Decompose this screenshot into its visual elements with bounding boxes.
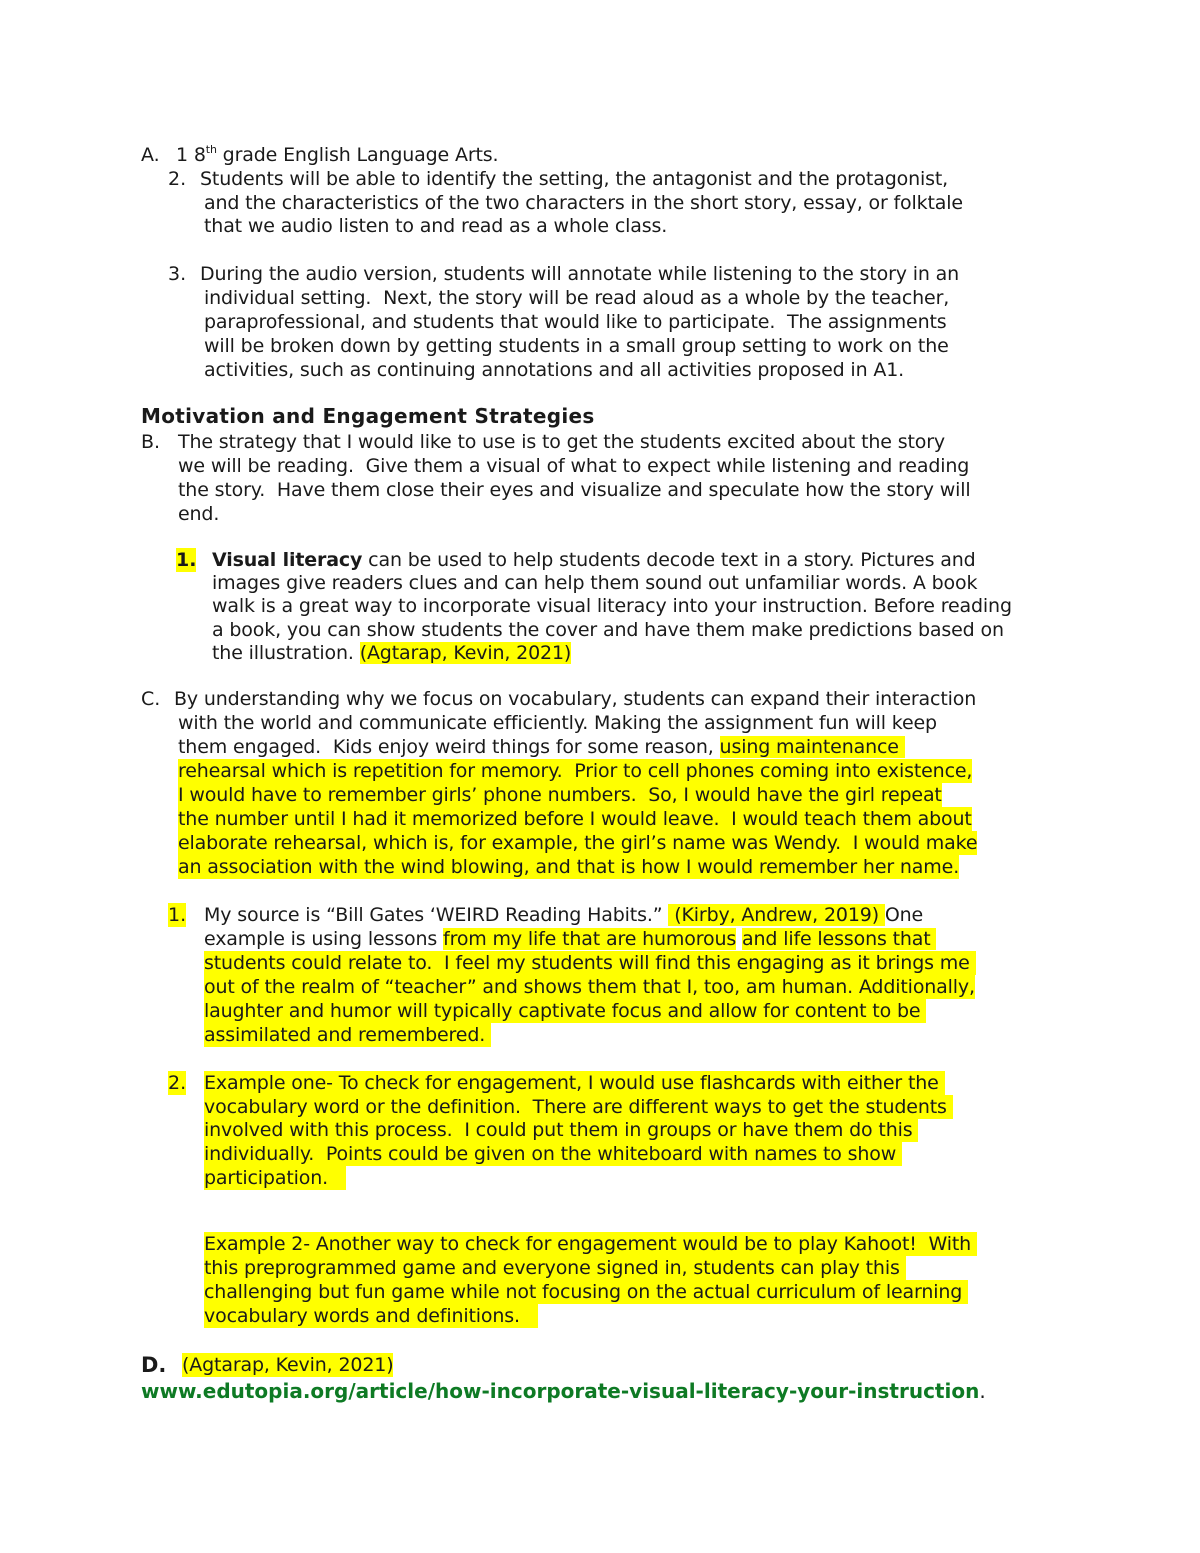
section-b-item-1-marker: 1. bbox=[176, 549, 197, 571]
section-c-item-1-line: students could relate to. I feel my students will find this engaging as it brings me bbox=[204, 952, 976, 974]
section-b-marker: B. bbox=[141, 431, 161, 453]
section-c-item-1-line: assimilated and remembered. bbox=[204, 1024, 492, 1046]
section-b-line: end. bbox=[178, 503, 220, 525]
section-a-marker: A. bbox=[141, 144, 160, 166]
citation-kirby: (Kirby, Andrew, 2019) bbox=[668, 904, 885, 926]
section-a-item-1: 1 8th grade English Language Arts. bbox=[176, 142, 499, 166]
section-c-highlighted-line: rehearsal which is repetition for memory. Prior to cell phones coming into existence, bbox=[178, 760, 973, 782]
section-a-item-3-marker: 3. bbox=[168, 263, 187, 285]
section-a-item-2-line: Students will be able to identify the setting, the antagonist and the protagonist, bbox=[200, 168, 949, 190]
section-c-line: them engaged. Kids enjoy weird things for some reason, using maintenance bbox=[178, 736, 905, 758]
section-b-line: we will be reading. Give them a visual of what to expect while listening and reading bbox=[178, 455, 970, 477]
citation-agtarap-references: (Agtarap, Kevin, 2021) bbox=[182, 1354, 394, 1376]
example-2-line: Example 2- Another way to check for engagement would be to play Kahoot! With bbox=[204, 1233, 977, 1255]
section-a-item-3-line: will be broken down by getting students in a small group setting to work on the bbox=[204, 335, 949, 357]
section-c-item-2-line: Example one- To check for engagement, I would use flashcards with either the bbox=[204, 1072, 945, 1094]
section-b-item-1-line: a book, you can show students the cover and have them make predictions based on bbox=[212, 619, 1004, 641]
edutopia-link[interactable]: www.edutopia.org/article/how-incorporate-visual-literacy-your-instruction. bbox=[141, 1379, 986, 1403]
section-a-item-3-line: activities, such as continuing annotations and all activities proposed in A1. bbox=[204, 359, 905, 381]
section-c-line: with the world and communicate efficiently. Making the assignment fun will keep bbox=[178, 712, 937, 734]
section-c-item-1-line: My source is “Bill Gates ‘WEIRD Reading Habits.” (Kirby, Andrew, 2019) One bbox=[204, 904, 924, 926]
section-c-item-1-line: example is using lessons from my life that are humorous and life lessons that bbox=[204, 928, 937, 950]
section-c-highlighted-line: the number until I had it memorized before I would leave. I would teach them about bbox=[178, 808, 972, 830]
citation-agtarap: (Agtarap, Kevin, 2021) bbox=[359, 642, 572, 664]
section-c-marker: C. bbox=[141, 688, 161, 710]
section-c-item-1-line: out of the realm of “teacher” and shows them that I, too, am human. Additionally, bbox=[204, 976, 975, 998]
section-c-line: By understanding why we focus on vocabulary, students can expand their interaction bbox=[174, 688, 977, 710]
section-b-item-1-line: the illustration. (Agtarap, Kevin, 2021) bbox=[212, 642, 572, 664]
example-2-line: this preprogrammed game and everyone signed in, students can play this bbox=[204, 1257, 906, 1279]
example-2-line: challenging but fun game while not focusing on the actual curriculum of learning bbox=[204, 1281, 969, 1303]
visual-literacy-term: Visual literacy bbox=[212, 549, 363, 571]
section-heading: Motivation and Engagement Strategies bbox=[141, 404, 595, 428]
section-a-item-2-marker: 2. bbox=[168, 168, 187, 190]
section-c-item-1-line: laughter and humor will typically captivate focus and allow for content to be bbox=[204, 1000, 927, 1022]
section-c-highlighted-line: elaborate rehearsal, which is, for example, the girl’s name was Wendy. I would make bbox=[178, 832, 978, 854]
section-c-item-2-marker: 2. bbox=[168, 1072, 187, 1094]
example-2-line: vocabulary words and definitions. bbox=[204, 1305, 538, 1327]
section-a-item-3-line: individual setting. Next, the story will be read aloud as a whole by the teacher, bbox=[204, 287, 950, 309]
section-b-line: The strategy that I would like to use is to get the students excited about the story bbox=[178, 431, 946, 453]
section-c-highlighted-line: an association with the wind blowing, and that is how I would remember her name. bbox=[178, 856, 960, 878]
section-c-item-1-marker: 1. bbox=[168, 904, 187, 926]
section-a-item-2-line: and the characteristics of the two characters in the short story, essay, or folktale bbox=[204, 192, 963, 214]
section-b-line: the story. Have them close their eyes and visualize and speculate how the story will bbox=[178, 479, 971, 501]
section-c-highlighted-line: I would have to remember girls’ phone numbers. So, I would have the girl repeat bbox=[178, 784, 942, 806]
section-a-item-2-line: that we audio listen to and read as a whole class. bbox=[204, 215, 668, 237]
section-c-item-2-line: individually. Points could be given on the whiteboard with names to show bbox=[204, 1143, 903, 1165]
section-a-item-3-line: During the audio version, students will annotate while listening to the story in an bbox=[200, 263, 960, 285]
section-c-item-2-line: vocabulary word or the definition. There are different ways to get the students bbox=[204, 1096, 953, 1118]
section-c-item-2-line: involved with this process. I could put them in groups or have them do this bbox=[204, 1119, 919, 1141]
section-b-item-1-line: Visual literacy can be used to help students decode text in a story. Pictures and bbox=[212, 549, 976, 571]
section-b-item-1-line: walk is a great way to incorporate visual literacy into your instruction. Before reading bbox=[212, 595, 1012, 617]
section-c-item-2-line: participation. bbox=[204, 1167, 346, 1189]
section-b-item-1-line: images give readers clues and can help them sound out unfamiliar words. A book bbox=[212, 572, 978, 594]
section-d-marker: D. bbox=[141, 1353, 167, 1377]
section-a-item-3-line: paraprofessional, and students that would like to participate. The assignments bbox=[204, 311, 947, 333]
